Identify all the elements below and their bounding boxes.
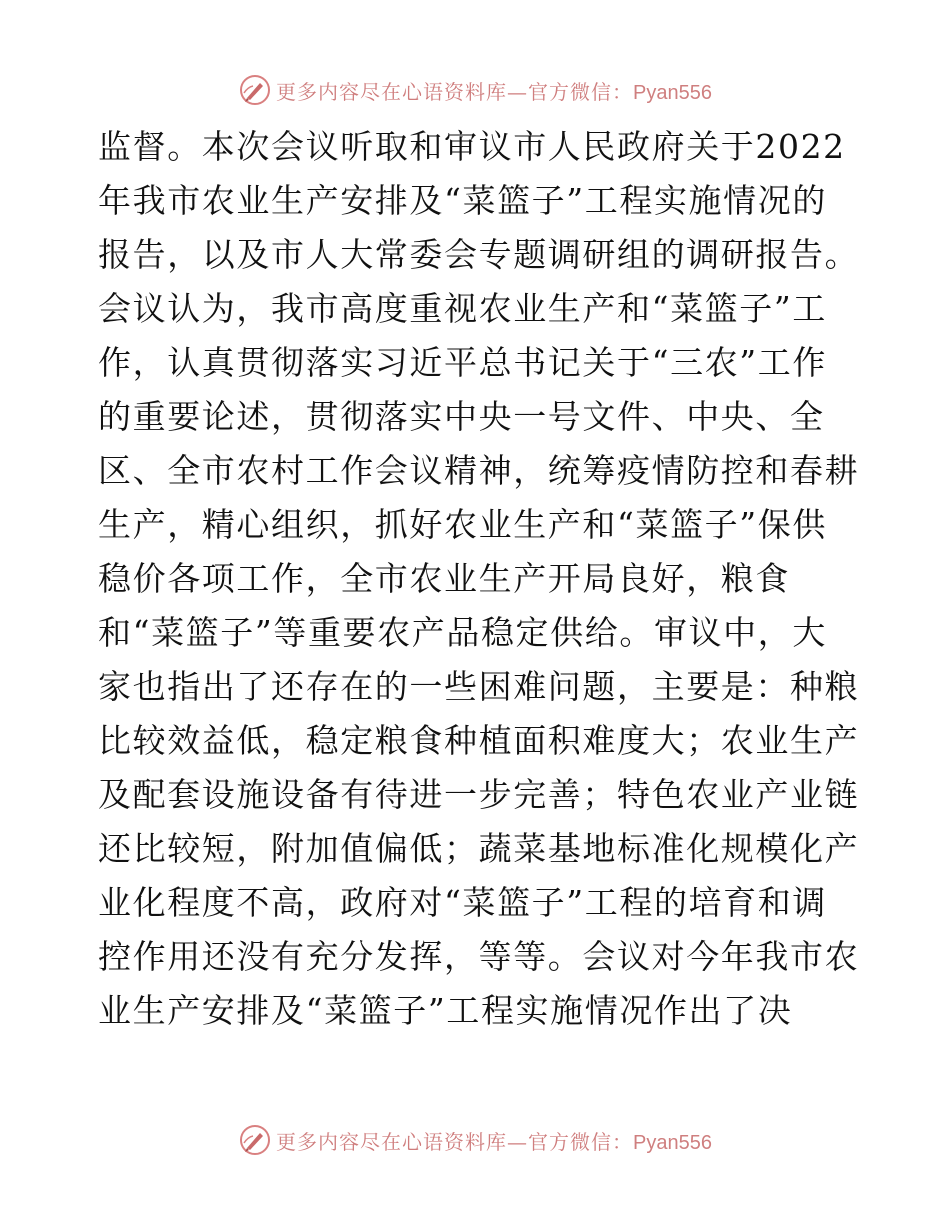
text-line: 稳价各项工作，全市农业生产开局良好，粮食 <box>98 559 790 598</box>
pen-logo-icon <box>238 1123 272 1157</box>
text-line: 业生产安排及“菜篮子”工程实施情况作出了决 <box>98 991 793 1030</box>
text-line: 及配套设施设备有待进一步完善；特色农业产业链 <box>98 775 860 814</box>
text-line: 年我市农业生产安排及“菜篮子”工程实施情况的 <box>98 181 827 220</box>
text-line: 比较效益低，稳定粮食种植面积难度大；农业生产 <box>98 721 860 760</box>
text-line: 监督。本次会议听取和审议市人民政府关于2022 <box>98 127 846 166</box>
text-line: 的重要论述，贯彻落实中央一号文件、中央、全 <box>98 397 825 436</box>
watermark-header <box>0 70 950 110</box>
watermark-wechat-id: Pyan556 <box>633 1131 712 1154</box>
watermark-text: 更多内容尽在心语资料库—官方微信： <box>276 1129 634 1154</box>
text-line: 和“菜篮子”等重要农产品稳定供给。审议中，大 <box>98 613 827 652</box>
document-body <box>98 120 858 1038</box>
text-line: 家也指出了还存在的一些困难问题，主要是：种粮 <box>98 667 860 706</box>
watermark-wechat-id: Pyan556 <box>633 81 712 104</box>
pen-logo-icon <box>238 73 272 107</box>
text-line: 报告，以及市人大常委会专题调研组的调研报告。 <box>98 235 860 274</box>
text-line: 作，认真贯彻落实习近平总书记关于“三农”工作 <box>98 343 827 382</box>
watermark-text: 更多内容尽在心语资料库—官方微信： <box>276 79 634 104</box>
text-line: 还比较短，附加值偏低；蔬菜基地标准化规模化产 <box>98 829 860 868</box>
text-line: 生产，精心组织，抓好农业生产和“菜篮子”保供 <box>98 505 827 544</box>
text-line: 控作用还没有充分发挥，等等。会议对今年我市农 <box>98 937 860 976</box>
text-line: 会议认为，我市高度重视农业生产和“菜篮子”工 <box>98 289 827 328</box>
text-line: 业化程度不高，政府对“菜篮子”工程的培育和调 <box>98 883 827 922</box>
text-line: 区、全市农村工作会议精神，统筹疫情防控和春耕 <box>98 451 860 490</box>
watermark-footer <box>0 1120 950 1160</box>
